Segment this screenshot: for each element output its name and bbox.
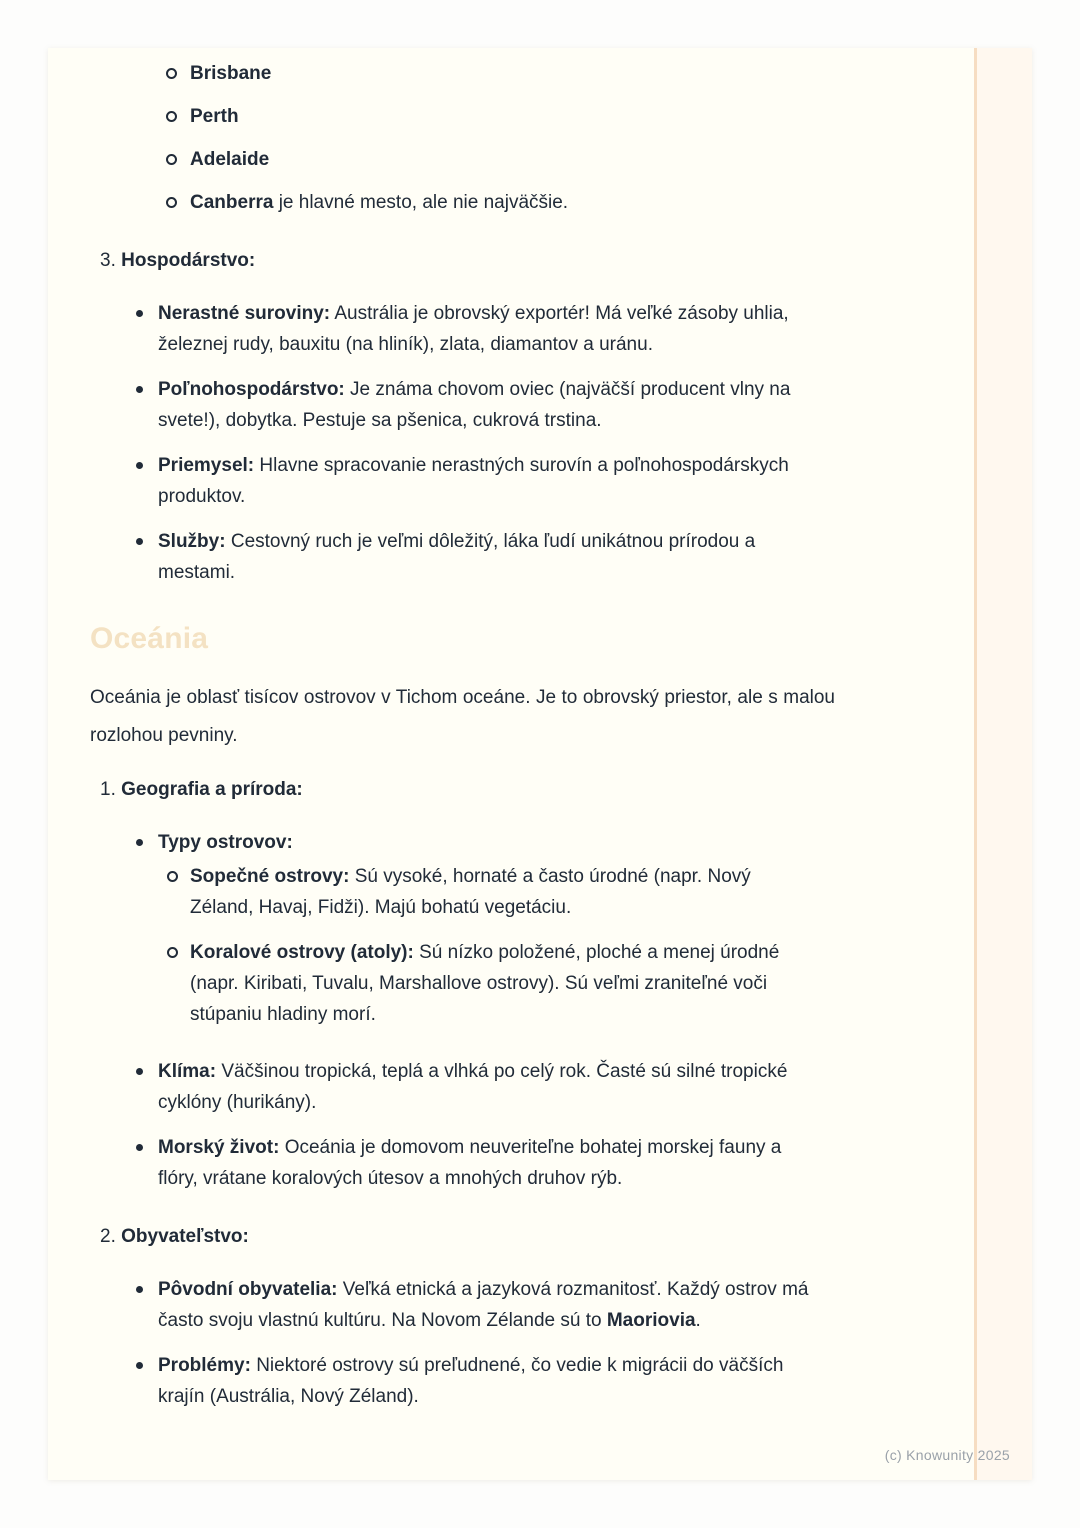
item-label: Morský život: xyxy=(158,1137,280,1158)
section-label: Obyvateľstvo: xyxy=(121,1226,249,1247)
oceania-intro-paragraph: Oceánia je oblasť tisícov ostrovov v Tichom oceáne. Je to obrovský priestor, ale s malou rozlohou pevniny. xyxy=(90,687,835,746)
city-name: Brisbane xyxy=(190,63,272,84)
item-text: . xyxy=(695,1310,701,1331)
section-number: 2. xyxy=(100,1226,116,1247)
list-item xyxy=(90,1132,835,1194)
economy-list xyxy=(90,298,835,588)
list-item-city xyxy=(90,144,835,175)
list-item xyxy=(90,298,835,360)
item-label: Priemysel: xyxy=(158,455,255,476)
city-name: Adelaide xyxy=(190,149,270,170)
document-page xyxy=(48,48,1032,1480)
item-text: Oceánia je domovom neuveriteľne bohatej morskej fauny a flóry, vrátane koralových útesov a mnohých druhov rýb. xyxy=(158,1137,782,1189)
item-text: Austrália je obrovský exportér! Má veľké zásoby uhlia, železnej rudy, bauxitu (na hliník), zlata, diamantov a uránu. xyxy=(158,303,789,355)
page-content xyxy=(90,48,835,1412)
list-item-city xyxy=(90,187,835,218)
list-item xyxy=(158,861,815,923)
item-label: Poľnohospodárstvo: xyxy=(158,379,345,400)
section-heading-geography xyxy=(90,774,835,805)
section-label: Hospodárstvo: xyxy=(121,250,256,271)
item-label: Problémy: xyxy=(158,1355,251,1376)
section-number: 3. xyxy=(100,250,116,271)
island-types-sublist xyxy=(158,861,815,1042)
item-label: Nerastné suroviny: xyxy=(158,303,331,324)
item-label: Služby: xyxy=(158,531,226,552)
city-name: Perth xyxy=(190,106,239,127)
list-item xyxy=(90,526,835,588)
section-number: 1. xyxy=(100,779,116,800)
item-text: Hlavne spracovanie nerastných surovín a poľnohospodárskych produktov. xyxy=(158,455,789,507)
list-item-city xyxy=(90,101,835,132)
section-label: Geografia a príroda: xyxy=(121,779,303,800)
australia-cities-list xyxy=(90,58,835,218)
list-item xyxy=(90,374,835,436)
item-label: Typy ostrovov: xyxy=(158,832,293,853)
list-item xyxy=(90,1350,835,1412)
item-text: Sú vysoké, hornaté a často úrodné (napr. Nový Zéland, Havaj, Fidži). Majú bohatú vegetáciu. xyxy=(190,866,751,918)
copyright-footer: (c) Knowunity 2025 xyxy=(884,1447,1010,1463)
item-label: Pôvodní obyvatelia: xyxy=(158,1279,338,1300)
geography-list xyxy=(90,827,835,1194)
item-text: Cestovný ruch je veľmi dôležitý, láka ľudí unikátnou prírodou a mestami. xyxy=(158,531,756,583)
item-text: Sú nízko položené, ploché a menej úrodné (napr. Kiribati, Tuvalu, Marshallove ostrovy). Sú veľmi zraniteľné voči stúpaniu hladiny morí. xyxy=(190,942,780,1025)
item-text: Niektoré ostrovy sú preľudnené, čo vedie k migrácii do väčších krajín (Austrália, Nový Zéland). xyxy=(158,1355,784,1407)
list-item xyxy=(90,450,835,512)
item-label: Sopečné ostrovy: xyxy=(190,866,350,887)
item-label: Klíma: xyxy=(158,1061,217,1082)
list-item xyxy=(90,1056,835,1118)
list-item-city xyxy=(90,58,835,89)
list-item-island-types xyxy=(90,827,835,1042)
item-bold-term: Maoriovia xyxy=(606,1310,696,1331)
oceania-title: Oceánia xyxy=(90,622,209,655)
page-accent-line xyxy=(974,48,977,1480)
item-label: Koralové ostrovy (atoly): xyxy=(190,942,414,963)
list-item xyxy=(90,1274,835,1336)
item-text: Je známa chovom oviec (najväčší producent vlny na svete!), dobytka. Pestuje sa pšenica, cukrová trstina. xyxy=(158,379,791,431)
item-text: Väčšinou tropická, teplá a vlhká po celý rok. Časté sú silné tropické cyklóny (hurikány). xyxy=(158,1061,788,1113)
population-list xyxy=(90,1274,835,1412)
section-heading-population xyxy=(90,1221,835,1252)
item-text: Veľká etnická a jazyková rozmanitosť. Každý ostrov má často svoju vlastnú kultúru. Na Novom Zélande sú to xyxy=(158,1279,809,1331)
section-heading-economy xyxy=(90,245,835,276)
city-note: je hlavné mesto, ale nie najväčšie. xyxy=(273,192,569,213)
page-right-strip xyxy=(977,48,1032,1480)
city-name: Canberra xyxy=(190,192,274,213)
list-item xyxy=(158,937,815,1030)
